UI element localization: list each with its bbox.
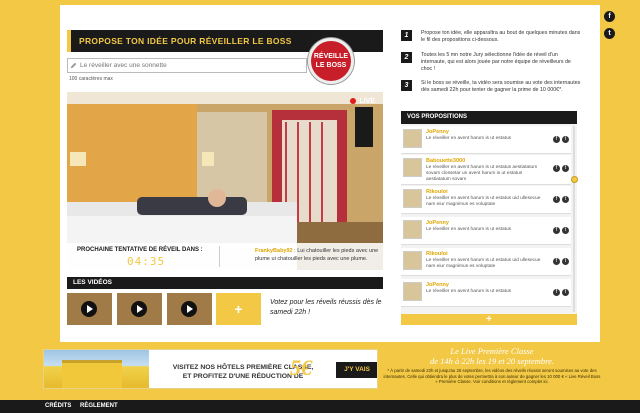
- avatar: [403, 282, 422, 301]
- current-idea: [255, 247, 379, 263]
- video-thumb[interactable]: [67, 293, 112, 325]
- step-number: 3: [401, 80, 412, 91]
- facebook-icon[interactable]: f: [553, 196, 560, 203]
- live-indicator: [350, 98, 375, 105]
- videos-header: [67, 277, 383, 289]
- proposal-item: [401, 126, 571, 154]
- videos-title: LES VIDÉOS: [73, 279, 113, 286]
- live-dot-icon: [350, 98, 356, 104]
- vote-text: Votez pour les réveils réussis dès le samedi 22h !: [270, 299, 382, 316]
- step-text: Propose ton idée, elle apparaîtra au bout de quelques minutes dans le fil des propositions ci-dessous.: [421, 30, 581, 43]
- discount-price: 5€: [290, 355, 312, 380]
- proposal-author[interactable]: Rikouloi: [426, 189, 448, 195]
- step-text: Si le boss se réveille, ta vidéo sera soumise au vote des internautes dès samedi 22h pour tenter de gagner la prime de 10 000€*.: [421, 80, 581, 93]
- proposal-item: [401, 155, 571, 185]
- step-number: 1: [401, 30, 412, 41]
- proposal-author[interactable]: JoPenny: [426, 220, 449, 226]
- play-icon: [131, 301, 147, 317]
- proposal-item: [401, 217, 571, 245]
- idea-input[interactable]: [67, 58, 307, 73]
- facebook-icon[interactable]: f: [553, 258, 560, 265]
- video-thumb[interactable]: [167, 293, 212, 325]
- play-icon: [181, 301, 197, 317]
- proposal-author[interactable]: JoPenny: [426, 282, 449, 288]
- proposals-panel: [401, 111, 577, 325]
- live-label: LIVE: [359, 98, 375, 105]
- avatar: [403, 220, 422, 239]
- twitter-icon[interactable]: t: [604, 28, 615, 39]
- live-info-title: Le Live Première Classe: [450, 346, 534, 356]
- proposals-title: VOS PROPOSITIONS: [407, 114, 468, 120]
- promo-banner[interactable]: [43, 349, 378, 389]
- proposal-text: Le réveiller en avent harum is ut estatus: [426, 289, 512, 294]
- next-attempt-label: PROCHAINE TENTATIVE DE RÉVEIL DANS :: [77, 247, 203, 253]
- step-3: [401, 80, 585, 104]
- pencil-icon: [70, 62, 77, 69]
- proposal-text: Le réveiller en avent harum is ut estatus: [426, 227, 512, 232]
- proposals-scrollbar[interactable]: [573, 126, 575, 312]
- banner-line-1: VISITEZ NOS HÔTELS PREMIÈRE CLASSE,: [172, 364, 314, 371]
- current-user[interactable]: FrankyBaby92: [255, 248, 293, 254]
- twitter-icon[interactable]: t: [562, 227, 569, 234]
- proposal-text: Le réveiller en avent harum is ut estatus uid ullesecue nam eiur magnimus es voluptate: [426, 258, 541, 269]
- countdown: 04:35: [127, 255, 166, 268]
- proposal-text: Le réveiller en avent harum is ut estatus uid ullesecue nam eiur magnimus es voluptate: [426, 196, 541, 207]
- avatar: [403, 189, 422, 208]
- hotel-building: [62, 360, 122, 388]
- play-icon: [81, 301, 97, 317]
- step-2: [401, 52, 585, 74]
- twitter-icon[interactable]: t: [562, 289, 569, 296]
- facebook-icon[interactable]: f: [553, 289, 560, 296]
- twitter-icon[interactable]: t: [562, 165, 569, 172]
- facebook-icon[interactable]: f: [553, 165, 560, 172]
- video-thumb[interactable]: [117, 293, 162, 325]
- reglement-link[interactable]: RÈGLEMENT: [80, 403, 118, 409]
- twitter-icon[interactable]: t: [562, 258, 569, 265]
- scroll-handle[interactable]: [571, 176, 578, 183]
- proposal-author[interactable]: Babouette3000: [426, 158, 466, 164]
- avatar: [403, 129, 422, 148]
- proposal-item: [401, 248, 571, 276]
- facebook-icon[interactable]: f: [604, 11, 615, 22]
- proposal-text: Le réveiller en avent harum is ut estatus aestiatatum sovam clossetar un avent harum is ut estatus aestiatatum sovam: [426, 165, 538, 182]
- avatar: [403, 251, 422, 270]
- live-info: [382, 346, 602, 385]
- add-video-button[interactable]: +: [216, 293, 261, 325]
- step-number: 2: [401, 52, 412, 63]
- hotel-image: [44, 350, 149, 389]
- banner-line-2: ET PROFITEZ D'UNE RÉDUCTION DE: [182, 373, 304, 380]
- current-idea-text: : Lui chatouiller les pieds avec une plume ui chatouiller les pieds avec une plume.: [255, 248, 379, 262]
- live-info-dates: de 14h à 22h les 19 et 20 septembre.: [429, 356, 555, 366]
- facebook-icon[interactable]: f: [553, 136, 560, 143]
- more-proposals-button[interactable]: +: [401, 314, 577, 325]
- char-limit-label: 100 caractères max: [69, 76, 113, 82]
- proposal-text: Le réveiller en avent harum is ut estatus: [426, 136, 512, 141]
- divider: [219, 246, 220, 267]
- proposal-author[interactable]: Rikouloi: [426, 251, 448, 257]
- avatar: [403, 158, 422, 177]
- twitter-icon[interactable]: t: [562, 196, 569, 203]
- page-title: PROPOSE TON IDÉE POUR RÉVEILLER LE BOSS: [79, 36, 292, 46]
- proposals-header: [401, 111, 577, 124]
- jy-vais-button[interactable]: J'Y VAIS: [336, 362, 378, 378]
- step-text: Toutes les 5 mn notre Jury sélectionne l'idée de réveil d'un internaute, qui est alors jouée par notre équipe de réveilleurs de choc !: [421, 52, 571, 72]
- credits-link[interactable]: CRÉDITS: [45, 403, 72, 409]
- proposal-item: [401, 186, 571, 214]
- proposal-author[interactable]: JoPenny: [426, 129, 449, 135]
- twitter-icon[interactable]: t: [562, 136, 569, 143]
- proposal-item: [401, 279, 571, 307]
- facebook-icon[interactable]: f: [553, 227, 560, 234]
- live-info-terms: * À partir de samedi 22h et jusqu'au 26 septembre, les vidéos des réveils réussis seront soumises au vote des internautes. Celle qui obtiendra le plus de votes permettra à son auteur de gagner les 10 000 € « Live Réveil Boss » Première Classe. Voir conditions et règlement complet ici.: [383, 368, 601, 384]
- reveille-button[interactable]: RÉVEILLE LE BOSS: [308, 38, 354, 84]
- wake-info-bar: [67, 243, 383, 270]
- footer: [0, 400, 640, 413]
- step-1: [401, 30, 585, 52]
